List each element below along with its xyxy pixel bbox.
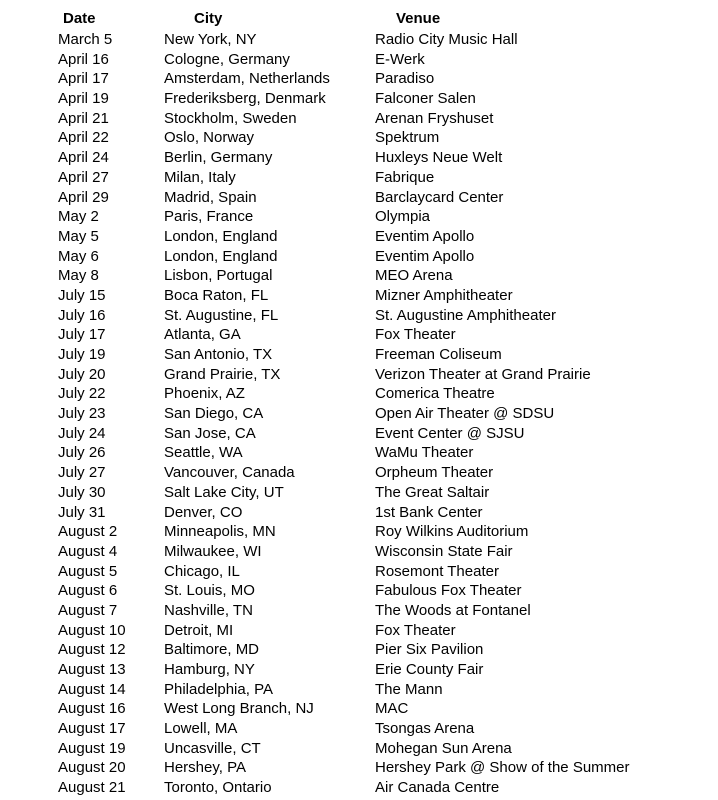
venue-cell: MEO Arena (375, 267, 453, 285)
city-cell: San Jose, CA (164, 424, 256, 442)
date-cell: May 6 (58, 247, 99, 265)
city-cell: Philadelphia, PA (164, 680, 273, 698)
table-row (0, 50, 718, 70)
table-row (0, 640, 718, 660)
venue-cell: The Great Saltair (375, 483, 490, 501)
table-row (0, 345, 718, 365)
table-row (0, 719, 718, 739)
table-row (0, 404, 718, 424)
table-row (0, 188, 718, 208)
city-cell: Boca Raton, FL (164, 286, 269, 304)
city-cell: Hershey, PA (164, 759, 246, 777)
city-cell: Baltimore, MD (164, 641, 260, 659)
table-row (0, 463, 718, 483)
city-cell: Detroit, MI (164, 621, 234, 639)
venue-cell: The Woods at Fontanel (375, 601, 531, 619)
date-cell: April 22 (58, 129, 109, 147)
date-cell: July 17 (58, 326, 106, 344)
table-row (0, 581, 718, 601)
date-cell: May 2 (58, 208, 99, 226)
venue-cell: Pier Six Pavilion (375, 641, 484, 659)
date-cell: August 12 (58, 641, 126, 659)
table-row (0, 621, 718, 641)
venue-cell: Erie County Fair (375, 661, 484, 678)
city-cell: Toronto, Ontario (164, 779, 272, 797)
venue-cell: Fox Theater (375, 621, 456, 639)
city-cell: Nashville, TN (164, 601, 253, 619)
city-cell: Paris, France (164, 208, 254, 226)
table-row (0, 227, 718, 247)
table-row (0, 601, 718, 621)
city-cell: St. Augustine, FL (164, 306, 279, 324)
table-row (0, 680, 718, 700)
date-cell: July 16 (58, 306, 106, 324)
date-cell: July 27 (58, 464, 106, 482)
venue-cell: Fox Theater (375, 326, 456, 344)
venue-cell: Orpheum Theater (375, 464, 494, 482)
city-cell: San Antonio, TX (164, 346, 273, 363)
venue-cell: Air Canada Centre (375, 779, 500, 797)
city-cell: London, England (164, 247, 278, 265)
venue-cell: MAC (375, 700, 409, 718)
city-cell: Stockholm, Sweden (164, 109, 297, 127)
table-row (0, 30, 718, 50)
date-cell: March 5 (58, 31, 113, 48)
date-cell: August 17 (58, 720, 126, 738)
venue-cell: Verizon Theater at Grand Prairie (375, 365, 591, 383)
table-row (0, 207, 718, 227)
tour-schedule-table (0, 8, 718, 798)
table-row (0, 424, 718, 444)
venue-cell: Event Center @ SJSU (375, 424, 525, 442)
date-cell: July 19 (58, 346, 106, 363)
date-cell: July 24 (58, 424, 106, 442)
city-cell: Madrid, Spain (164, 188, 257, 206)
table-row (0, 69, 718, 89)
date-cell: August 20 (58, 759, 126, 777)
table-row (0, 89, 718, 109)
venue-cell: Tsongas Arena (375, 720, 475, 738)
table-row (0, 503, 718, 523)
table-row (0, 522, 718, 542)
city-cell: Lowell, MA (164, 720, 238, 738)
venue-cell: Fabulous Fox Theater (375, 582, 522, 600)
table-row (0, 365, 718, 385)
venue-cell: Fabrique (375, 168, 435, 186)
date-column-header: Date (63, 10, 96, 27)
city-cell: Frederiksberg, Denmark (164, 90, 326, 108)
venue-cell: E-Werk (375, 50, 425, 68)
venue-cell: St. Augustine Amphitheater (375, 306, 556, 324)
date-cell: May 5 (58, 227, 99, 245)
venue-cell: Freeman Coliseum (375, 346, 502, 363)
table-row (0, 542, 718, 562)
city-cell: Oslo, Norway (164, 129, 255, 147)
city-cell: Seattle, WA (164, 444, 243, 462)
table-row (0, 168, 718, 188)
date-cell: April 19 (58, 90, 109, 108)
table-row (0, 266, 718, 286)
venue-cell: Rosemont Theater (375, 562, 499, 580)
city-cell: Grand Prairie, TX (164, 365, 281, 383)
venue-cell: The Mann (375, 680, 443, 698)
table-row (0, 739, 718, 759)
table-row (0, 483, 718, 503)
city-column-header: City (194, 10, 223, 27)
date-cell: July 15 (58, 286, 106, 304)
venue-cell: Mizner Amphitheater (375, 286, 513, 304)
city-cell: Hamburg, NY (164, 661, 255, 678)
table-body (0, 30, 718, 798)
date-cell: July 22 (58, 385, 106, 403)
date-cell: April 24 (58, 149, 109, 167)
table-row (0, 384, 718, 404)
date-cell: August 19 (58, 739, 126, 757)
date-cell: April 17 (58, 70, 109, 88)
date-cell: August 4 (58, 542, 118, 560)
table-row (0, 286, 718, 306)
date-cell: July 23 (58, 405, 106, 423)
date-cell: April 21 (58, 109, 109, 127)
date-cell: July 30 (58, 483, 106, 501)
date-cell: July 26 (58, 444, 106, 462)
venue-cell: Open Air Theater @ SDSU (375, 405, 555, 423)
table-row (0, 699, 718, 719)
date-cell: August 6 (58, 582, 118, 600)
city-cell: London, England (164, 227, 278, 245)
date-cell: August 10 (58, 621, 126, 639)
table-row (0, 128, 718, 148)
venue-cell: Falconer Salen (375, 90, 476, 108)
table-row (0, 148, 718, 168)
venue-cell: Barclaycard Center (375, 188, 504, 206)
date-cell: August 16 (58, 700, 126, 718)
venue-cell: Eventim Apollo (375, 247, 475, 265)
venue-cell: 1st Bank Center (375, 503, 483, 521)
date-cell: April 27 (58, 168, 109, 186)
date-cell: August 13 (58, 661, 126, 678)
table-row (0, 109, 718, 129)
table-row (0, 660, 718, 680)
date-cell: April 29 (58, 188, 109, 206)
venue-cell: Roy Wilkins Auditorium (375, 523, 529, 541)
city-cell: Chicago, IL (164, 562, 240, 580)
city-cell: Milwaukee, WI (164, 542, 262, 560)
city-cell: Cologne, Germany (164, 50, 290, 68)
city-cell: San Diego, CA (164, 405, 264, 423)
venue-cell: Olympia (375, 208, 431, 226)
city-cell: Berlin, Germany (164, 149, 273, 167)
date-cell: August 2 (58, 523, 118, 541)
table-row (0, 325, 718, 345)
city-cell: Salt Lake City, UT (164, 483, 284, 501)
table-row (0, 758, 718, 778)
table-header (0, 8, 718, 30)
date-cell: August 5 (58, 562, 118, 580)
table-row (0, 778, 718, 798)
city-cell: Milan, Italy (164, 168, 236, 186)
venue-cell: Huxleys Neue Welt (375, 149, 503, 167)
venue-cell: Paradiso (375, 70, 435, 88)
venue-cell: Comerica Theatre (375, 385, 495, 403)
date-cell: August 14 (58, 680, 126, 698)
venue-cell: Wisconsin State Fair (375, 542, 513, 560)
city-cell: Phoenix, AZ (164, 385, 245, 403)
venue-cell: Arenan Fryshuset (375, 109, 494, 127)
table-row (0, 247, 718, 267)
date-cell: May 8 (58, 267, 99, 285)
city-cell: West Long Branch, NJ (164, 700, 314, 718)
table-row (0, 306, 718, 326)
venue-cell: Mohegan Sun Arena (375, 739, 512, 757)
city-cell: Minneapolis, MN (164, 523, 276, 541)
date-cell: August 7 (58, 601, 118, 619)
venue-cell: Spektrum (375, 129, 440, 147)
city-cell: Denver, CO (164, 503, 243, 521)
city-cell: Atlanta, GA (164, 326, 241, 344)
table-row (0, 562, 718, 582)
table-row (0, 443, 718, 463)
city-cell: Lisbon, Portugal (164, 267, 273, 285)
venue-column-header: Venue (396, 10, 441, 27)
venue-cell: WaMu Theater (375, 444, 474, 462)
venue-cell: Eventim Apollo (375, 227, 475, 245)
city-cell: Amsterdam, Netherlands (164, 70, 330, 88)
city-cell: Uncasville, CT (164, 739, 261, 757)
date-cell: August 21 (58, 779, 126, 797)
date-cell: April 16 (58, 50, 109, 68)
city-cell: St. Louis, MO (164, 582, 255, 600)
venue-cell: Radio City Music Hall (375, 31, 518, 48)
venue-cell: Hershey Park @ Show of the Summer (375, 759, 630, 777)
city-cell: New York, NY (164, 31, 257, 48)
date-cell: July 20 (58, 365, 106, 383)
date-cell: July 31 (58, 503, 106, 521)
city-cell: Vancouver, Canada (164, 464, 295, 482)
